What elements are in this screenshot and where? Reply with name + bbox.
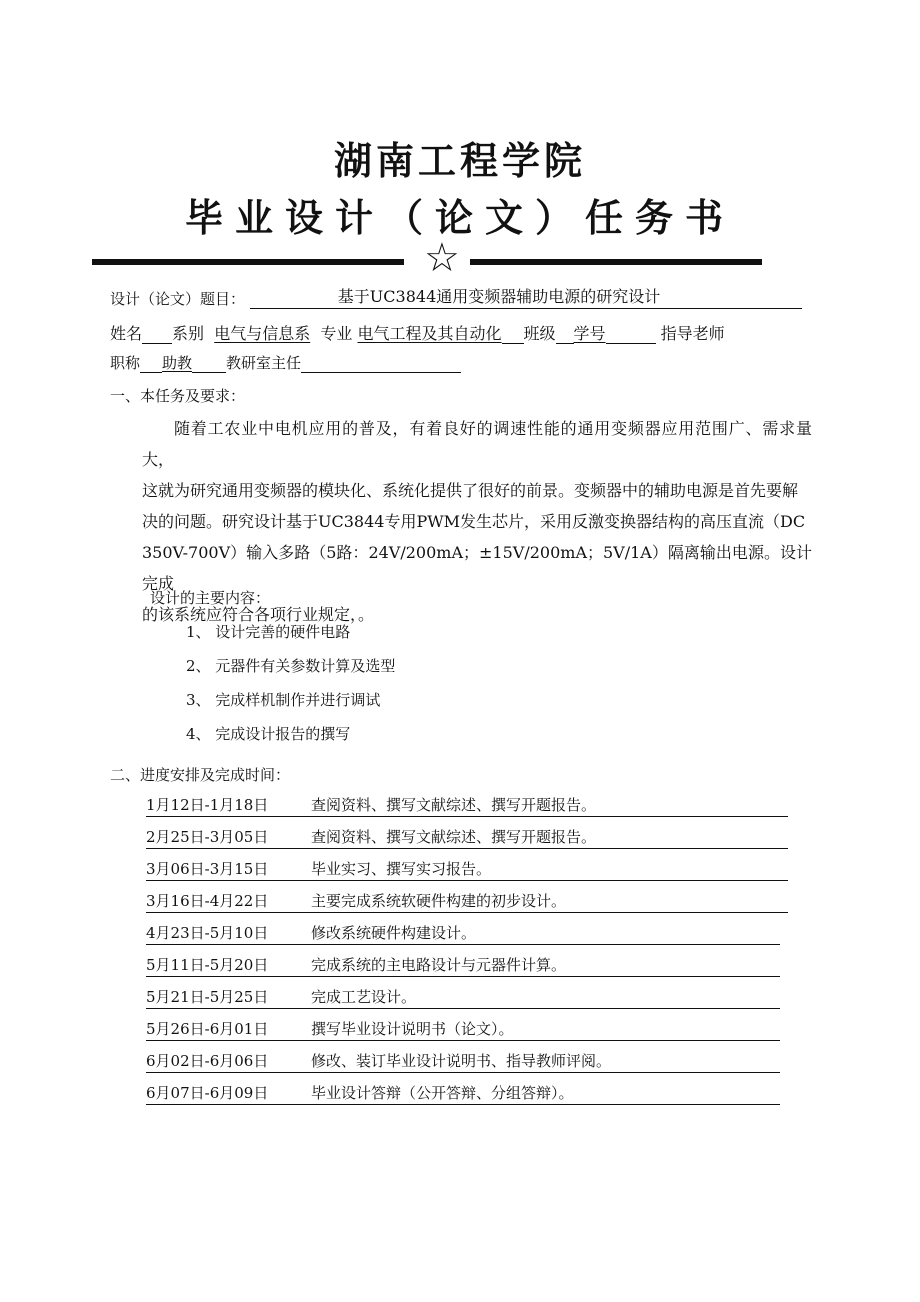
title-field-lead <box>140 354 162 373</box>
schedule-task: 查阅资料、撰写文献综述、撰写开题报告。 <box>311 796 597 814</box>
schedule-dates: 2月25日-3月05日 <box>146 828 269 846</box>
schedule-task: 毕业设计答辩（公开答辩、分组答辩）。 <box>311 1084 574 1102</box>
star-icon: ☆ <box>424 235 460 281</box>
content-item: 3、 完成样机制作并进行调试 <box>186 691 381 709</box>
schedule-row <box>146 794 788 817</box>
schedule-task: 完成工艺设计。 <box>311 988 417 1006</box>
schedule-row <box>146 954 780 977</box>
student-id-field <box>606 325 656 344</box>
topic-row <box>110 288 802 309</box>
major-field-tail <box>502 325 524 344</box>
major-label: 专业 <box>320 324 353 343</box>
major-value: 电气工程及其自动化 <box>357 324 502 343</box>
class-label: 班级 <box>523 324 556 343</box>
director-field <box>301 354 461 373</box>
schedule-dates: 1月12日-1月18日 <box>146 796 269 814</box>
schedule-task: 修改、装订毕业设计说明书、指导教师评阅。 <box>311 1052 612 1070</box>
schedule-task: 毕业实习、撰写实习报告。 <box>311 860 492 878</box>
schedule-dates: 3月16日-4月22日 <box>146 892 269 910</box>
topic-field <box>250 287 802 309</box>
student-id-label: 学号 <box>573 324 606 343</box>
title-row <box>110 352 461 373</box>
schedule-row <box>146 1018 780 1041</box>
schedule-dates: 6月02日-6月06日 <box>146 1052 269 1070</box>
paragraph-line-4: 350V-700V）输入多路（5路：24V/200mA；±15V/200mA；5V/1A）隔离输出电源。设计完成 <box>142 543 812 593</box>
schedule-row <box>146 986 780 1009</box>
topic-label: 设计（论文）题目： <box>110 290 246 308</box>
name-field <box>142 325 172 344</box>
schedule-row <box>146 1050 780 1073</box>
content-item: 4、 完成设计报告的撰写 <box>186 725 351 743</box>
class-field <box>556 325 574 344</box>
dept-label: 系别 <box>172 324 205 343</box>
name-label: 姓名 <box>110 324 143 343</box>
schedule-dates: 4月23日-5月10日 <box>146 924 269 942</box>
paragraph-line-5: 的该系统应符合各项行业规定，。 <box>142 605 375 624</box>
title-value: 助教 <box>162 354 193 372</box>
schedule-task: 完成系统的主电路设计与元器件计算。 <box>311 956 567 974</box>
paragraph-line-3: 决的问题。研究设计基于UC3844专用PWM发生芯片，采用反激变换器结构的高压直流（DC <box>142 512 806 531</box>
schedule-task: 主要完成系统软硬件构建的初步设计。 <box>311 892 567 910</box>
schedule-task: 修改系统硬件构建设计。 <box>311 924 477 942</box>
content-heading: 设计的主要内容： <box>150 589 271 607</box>
paragraph-line-1: 随着工农业中电机应用的普及，有着良好的调速性能的通用变频器应用范围广、需求量大， <box>142 419 812 469</box>
document-title: 毕业设计（论文）任务书 <box>184 196 735 240</box>
director-label: 教研室主任 <box>226 354 302 372</box>
decorative-rule-right <box>470 259 762 265</box>
schedule-dates: 5月11日-5月20日 <box>146 956 269 974</box>
title-field-tail <box>192 354 226 373</box>
title-label: 职称 <box>110 354 141 372</box>
schedule-dates: 5月21日-5月25日 <box>146 988 269 1006</box>
schedule-dates: 6月07日-6月09日 <box>146 1084 269 1102</box>
dept-value: 电气与信息系 <box>214 324 311 343</box>
schedule-dates: 3月06日-3月15日 <box>146 860 269 878</box>
schedule-row <box>146 826 788 849</box>
schedule-dates: 5月26日-6月01日 <box>146 1020 269 1038</box>
content-item: 2、 元器件有关参数计算及选型 <box>186 657 396 675</box>
student-info-row <box>110 321 725 344</box>
topic-value: 基于UC3844通用变频器辅助电源的研究设计 <box>337 287 661 306</box>
schedule-task: 查阅资料、撰写文献综述、撰写开题报告。 <box>311 828 597 846</box>
schedule-row <box>146 858 788 881</box>
decorative-rule-left <box>92 259 404 265</box>
schedule-row <box>146 890 788 913</box>
school-name: 湖南工程学院 <box>333 139 586 183</box>
schedule-row <box>146 1082 780 1105</box>
section2-heading: 二、进度安排及完成时间： <box>110 766 291 784</box>
schedule-row <box>146 922 780 945</box>
content-item: 1、 设计完善的硬件电路 <box>186 623 351 641</box>
schedule-task: 撰写毕业设计说明书（论文）。 <box>311 1020 514 1038</box>
section1-heading: 一、本任务及要求： <box>110 387 246 405</box>
advisor-label: 指导老师 <box>660 324 725 343</box>
paragraph-line-2: 这就为研究通用变频器的模块化、系统化提供了很好的前景。变频器中的辅助电源是首先要解 <box>142 481 799 500</box>
